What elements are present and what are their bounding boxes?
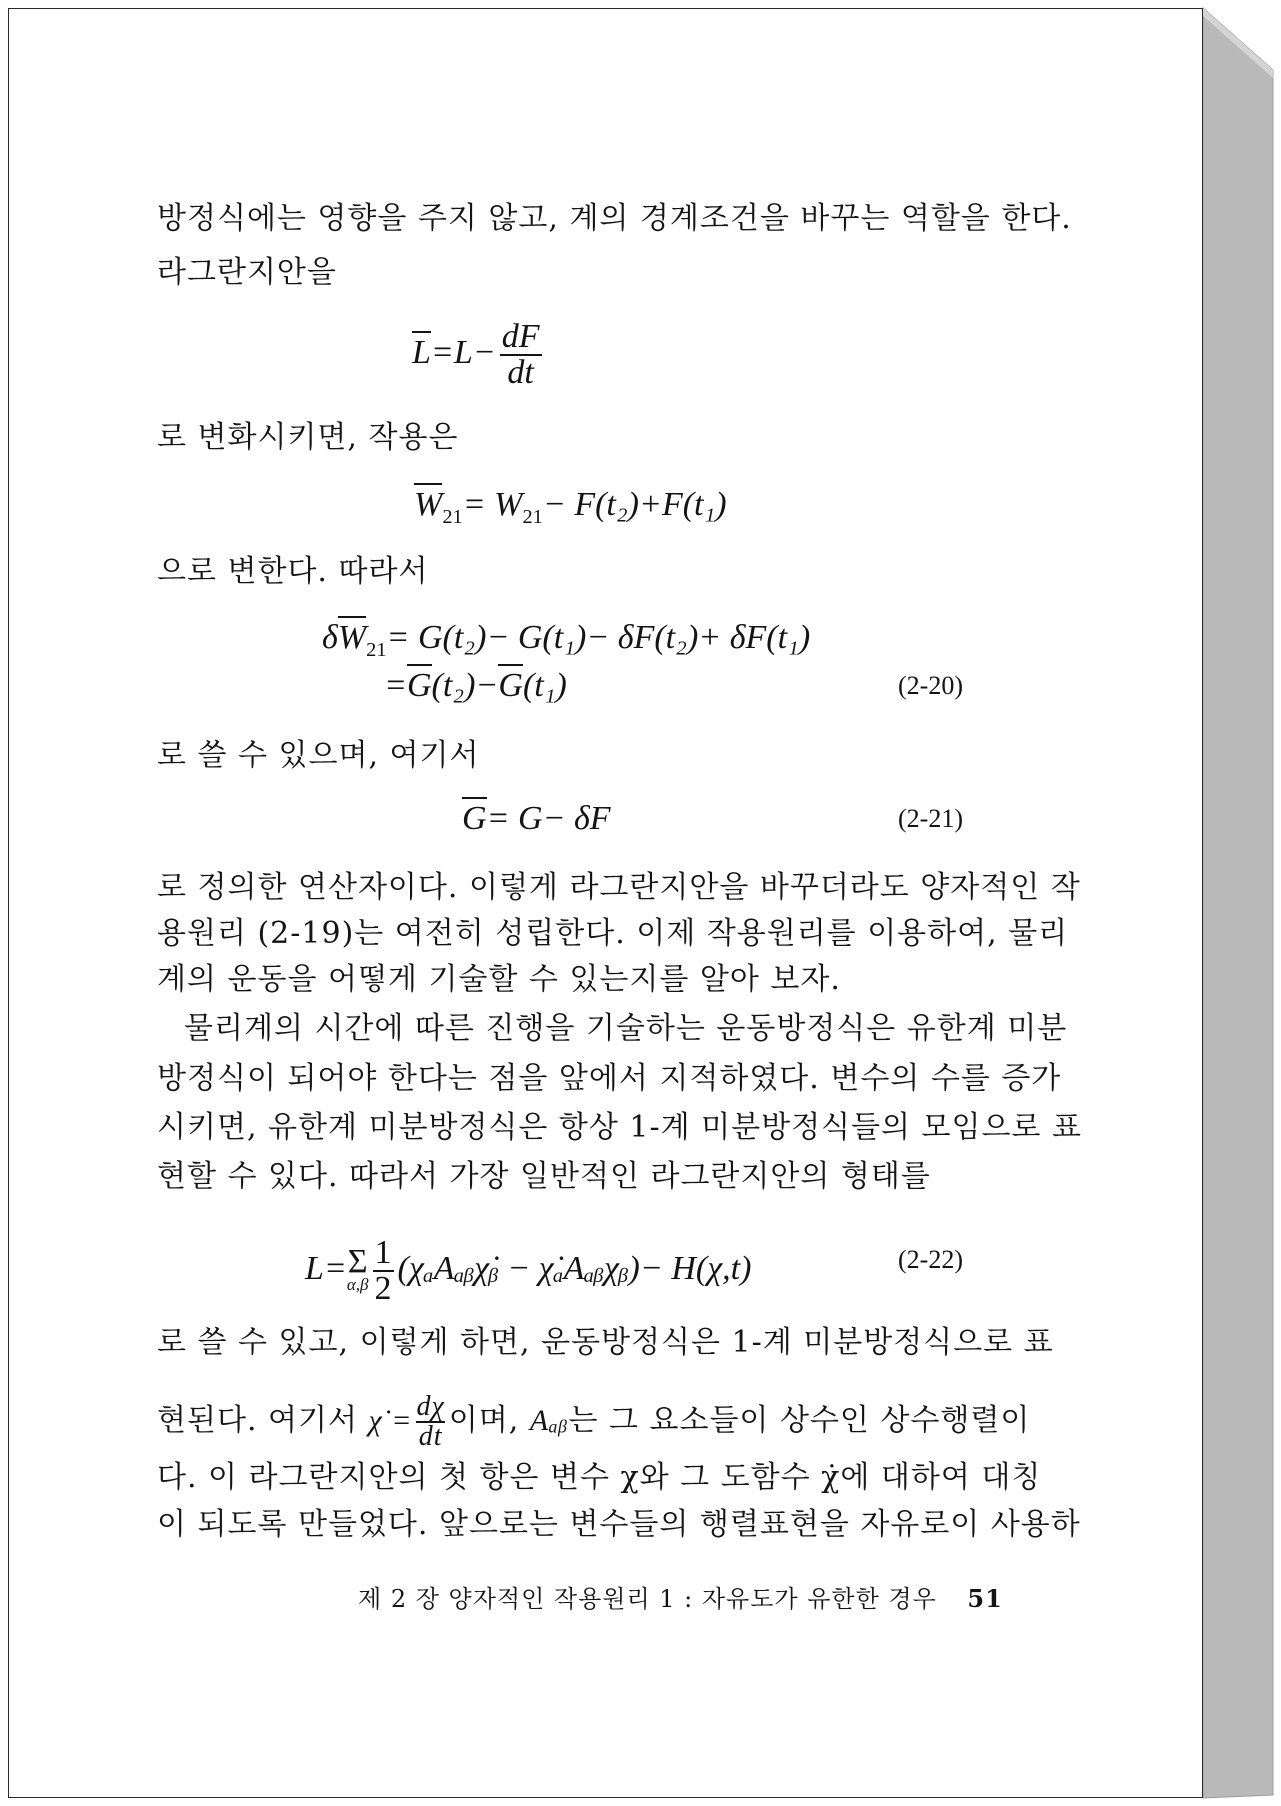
equation-w21 bbox=[414, 485, 727, 537]
eq-term: = bbox=[384, 667, 407, 704]
fraction bbox=[373, 1236, 394, 1306]
text-line: 계의 운동을 어떻게 기술할 수 있는지를 알아 보자. bbox=[157, 962, 841, 997]
eq-term: = G(t₂)− G(t₁)− δF(t₂)+ δF(t₁) bbox=[386, 619, 811, 656]
eq-term: W bbox=[338, 616, 366, 656]
equation-number: (2-20) bbox=[898, 671, 963, 700]
numerator: dF bbox=[501, 318, 540, 355]
eq-term: (t₂)− bbox=[431, 667, 499, 704]
numerator: 1 bbox=[374, 1234, 392, 1271]
eq-sub: 21 bbox=[522, 505, 543, 528]
sigma-symbol: Σ bbox=[347, 1243, 368, 1280]
chapter-title: 제 2 장 양자적인 작용원리 1 : 자유도가 유한한 경우 bbox=[358, 1585, 937, 1613]
text-span: 는 그 요소들이 상수인 상수행렬이 bbox=[568, 1403, 1031, 1438]
text-line: 방정식이 되어야 한다는 점을 앞에서 지적하였다. 변수의 수를 증가 bbox=[157, 1061, 1062, 1096]
sum-limits: α,β bbox=[346, 1275, 369, 1294]
eq-term: = W bbox=[462, 486, 523, 523]
eq-term: − F(t₂)+F(t₁) bbox=[542, 486, 727, 523]
text-line: 로 쓸 수 있으며, 여기서 bbox=[157, 738, 480, 773]
inline-fraction bbox=[416, 1393, 444, 1451]
inline-math: χ̇ = bbox=[368, 1404, 413, 1437]
eq-sub: 21 bbox=[366, 638, 387, 661]
eq-term: (t₁) bbox=[522, 667, 567, 704]
text-line: 로 쓸 수 있고, 이렇게 하면, 운동방정식은 1-계 미분방정식으로 표 bbox=[157, 1325, 1054, 1360]
text-line: 로 변화시키면, 작용은 bbox=[157, 420, 459, 455]
eq-term: δ bbox=[322, 619, 338, 656]
eq-term: L bbox=[412, 331, 431, 371]
text-span: 이며, bbox=[448, 1403, 520, 1438]
text-line: 용원리 (2-19)는 여전히 성립한다. 이제 작용원리를 이용하여, 물리 bbox=[157, 916, 1069, 951]
equation-2-20-line1 bbox=[322, 618, 810, 670]
eq-term: G bbox=[498, 664, 523, 704]
page-number: 51 bbox=[967, 1584, 1003, 1613]
text-line: 라그란지안을 bbox=[157, 255, 337, 290]
text-span: 현된다. 여기서 bbox=[157, 1403, 358, 1438]
equation-number: (2-22) bbox=[898, 1245, 963, 1274]
eq-term: =L− bbox=[430, 333, 496, 371]
eq-sub: 21 bbox=[442, 505, 463, 528]
text-line: 현할 수 있다. 따라서 가장 일반적인 라그란지안의 형태를 bbox=[157, 1159, 931, 1194]
eq-term: = G− δF bbox=[486, 800, 611, 837]
eq-term: (χₐAₐᵦχ̇ᵦ − χ̇ₐAₐᵦχᵦ)− H(χ,t) bbox=[397, 1249, 752, 1287]
numerator: dχ bbox=[416, 1391, 445, 1422]
eq-term: L= bbox=[305, 1249, 347, 1287]
eq-term: W bbox=[414, 483, 442, 523]
text-line: 시키면, 유한계 미분방정식은 항상 1-계 미분방정식들의 모임으로 표 bbox=[157, 1110, 1082, 1145]
text-line: 방정식에는 영향을 주지 않고, 계의 경계조건을 바꾸는 역할을 한다. bbox=[157, 201, 1072, 236]
text-line: 으로 변한다. 따라서 bbox=[157, 554, 429, 589]
text-line: 물리계의 시간에 따른 진행을 기술하는 운동방정식은 유한계 미분 bbox=[184, 1011, 1068, 1046]
equation-2-21 bbox=[462, 799, 611, 839]
eq-term: G bbox=[462, 797, 487, 837]
text-line: 이 되도록 만들었다. 앞으로는 변수들의 행렬표현을 자유로이 사용하 bbox=[157, 1507, 1081, 1542]
text-line-with-math bbox=[157, 1393, 1030, 1451]
text-line: 다. 이 라그란지안의 첫 항은 변수 χ와 그 도함수 χ̇에 대하여 대칭 bbox=[157, 1460, 1042, 1495]
denominator: 2 bbox=[374, 1270, 392, 1307]
equation-number: (2-21) bbox=[898, 804, 963, 833]
eq-term: G bbox=[407, 664, 432, 704]
denominator: dt bbox=[507, 354, 534, 391]
summation bbox=[346, 1243, 369, 1294]
fraction bbox=[500, 320, 542, 390]
equation-2-20-line2 bbox=[384, 666, 567, 706]
equation-2-22 bbox=[305, 1236, 751, 1306]
inline-math: Aₐᵦ bbox=[529, 1404, 569, 1437]
text-line: 로 정의한 연산자이다. 이렇게 라그란지안을 바꾸더라도 양자적인 작 bbox=[157, 870, 1081, 905]
page-footer bbox=[358, 1584, 1003, 1614]
denominator: dt bbox=[418, 1421, 443, 1452]
equation-lbar bbox=[412, 320, 546, 390]
